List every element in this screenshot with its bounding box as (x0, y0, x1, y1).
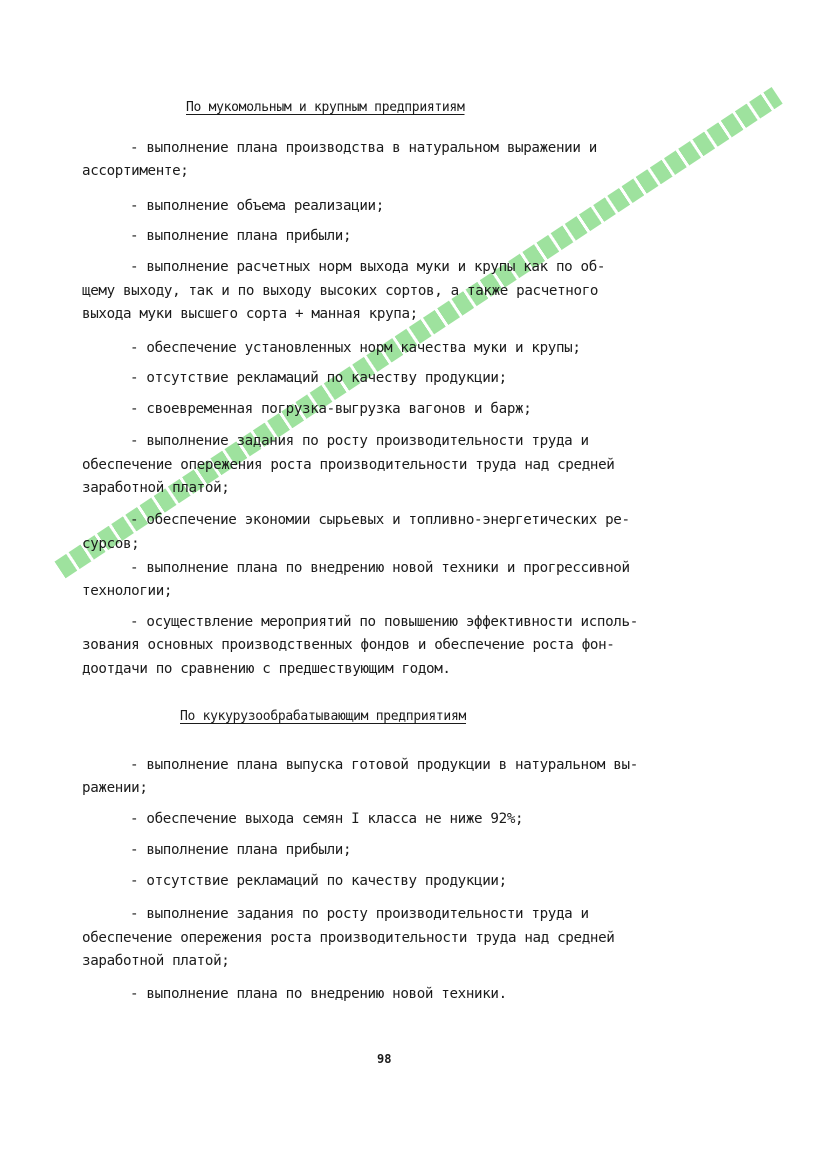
text-line: доотдачи по сравнению с предшествующим годом. (82, 661, 451, 677)
text-line: - выполнение плана производства в натуральном выражении и (130, 140, 597, 156)
text-line: - выполнение задания по росту производительности труда и (130, 433, 589, 449)
text-line: обеспечение опережения роста производительности труда над средней (82, 930, 615, 946)
text-line: - выполнение плана прибыли; (130, 842, 352, 858)
text-line: - своевременная погрузка-выгрузка вагонов и барж; (130, 401, 532, 417)
text-line: выхода муки высшего сорта + манная крупа; (82, 306, 418, 322)
text-line: зования основных производственных фондов и обеспечение роста фон- (82, 637, 615, 653)
text-line: - обеспечение выхода семян I класса не ниже 92%; (130, 811, 524, 827)
text-line: - выполнение плана выпуска готовой продукции в натуральном вы- (130, 757, 638, 773)
text-line: ассортименте; (82, 163, 189, 179)
text-line: сурсов; (82, 536, 140, 552)
text-line: - выполнение плана прибыли; (130, 228, 352, 244)
text-line: - обеспечение экономии сырьевых и топливно-энергетических ре- (130, 512, 630, 528)
text-line: - отсутствие рекламаций по качеству продукции; (130, 873, 507, 889)
section1-heading: По мукомольным и крупным предприятиям (186, 100, 465, 115)
text-line: заработной платой; (82, 953, 230, 969)
text-line: заработной платой; (82, 480, 230, 496)
text-line: - выполнение задания по росту производительности труда и (130, 906, 589, 922)
text-line: - осуществление мероприятий по повышению эффективности исполь- (130, 614, 638, 630)
text-line: щему выходу, так и по выходу высоких сортов, а также расчетного (82, 283, 599, 299)
text-line: технологии; (82, 583, 173, 599)
text-line: - отсутствие рекламаций по качеству продукции; (130, 370, 507, 386)
text-line: обеспечение опережения роста производительности труда над средней (82, 457, 615, 473)
text-line: - выполнение плана по внедрению новой техники. (130, 986, 507, 1002)
page-number: 98 (377, 1052, 392, 1066)
text-line: - выполнение плана по внедрению новой техники и прогрессивной (130, 560, 630, 576)
text-line: - выполнение объема реализации; (130, 198, 384, 214)
text-line: ражении; (82, 780, 148, 796)
section2-heading: По кукурузообрабатывающим предприятиям (180, 709, 467, 724)
text-line: - обеспечение установленных норм качества муки и крупы; (130, 340, 581, 356)
watermark-stripe (54, 87, 782, 578)
text-line: - выполнение расчетных норм выхода муки и крупы как по об- (130, 259, 606, 275)
